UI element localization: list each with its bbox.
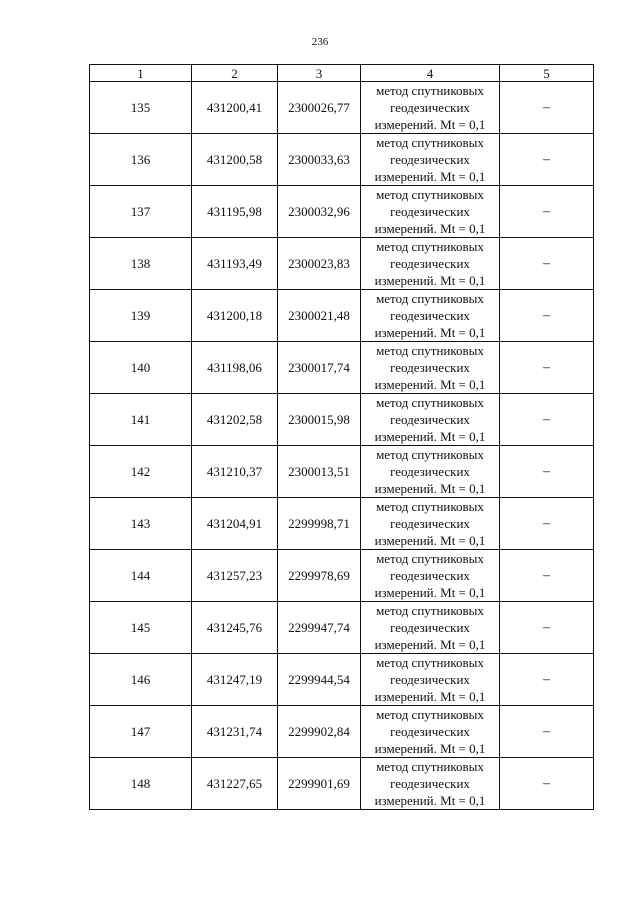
table-body	[90, 82, 594, 810]
method-line: геодезических	[390, 724, 470, 739]
note-cell: –	[500, 290, 594, 342]
method-line: метод спутниковых	[376, 291, 484, 306]
method-line: геодезических	[390, 256, 470, 271]
method-line: геодезических	[390, 464, 470, 479]
note-cell: –	[500, 602, 594, 654]
header-row	[90, 65, 594, 82]
header-col-3: 3	[278, 65, 361, 82]
method-line: метод спутниковых	[376, 551, 484, 566]
method-line: метод спутниковых	[376, 603, 484, 618]
method-line: измерений. Mt = 0,1	[374, 377, 486, 392]
note-cell: –	[500, 758, 594, 810]
x-coordinate-cell: 431227,65	[192, 758, 278, 810]
method-line: геодезических	[390, 568, 470, 583]
method-line: геодезических	[390, 412, 470, 427]
method-line: метод спутниковых	[376, 707, 484, 722]
y-coordinate-cell: 2299944,54	[278, 654, 361, 706]
note-cell: –	[500, 394, 594, 446]
y-coordinate-cell: 2300033,63	[278, 134, 361, 186]
y-coordinate-cell: 2299902,84	[278, 706, 361, 758]
y-coordinate-cell: 2299947,74	[278, 602, 361, 654]
point-number-cell: 139	[90, 290, 192, 342]
point-number-cell: 146	[90, 654, 192, 706]
y-coordinate-cell: 2299901,69	[278, 758, 361, 810]
table-row	[90, 758, 594, 810]
note-cell: –	[500, 550, 594, 602]
method-line: геодезических	[390, 308, 470, 323]
y-coordinate-cell: 2300032,96	[278, 186, 361, 238]
method-line: метод спутниковых	[376, 499, 484, 514]
note-cell: –	[500, 498, 594, 550]
x-coordinate-cell: 431245,76	[192, 602, 278, 654]
header-col-5: 5	[500, 65, 594, 82]
method-line: метод спутниковых	[376, 135, 484, 150]
y-coordinate-cell: 2300013,51	[278, 446, 361, 498]
method-cell	[361, 290, 500, 342]
point-number-cell: 135	[90, 82, 192, 134]
point-number-cell: 142	[90, 446, 192, 498]
method-line: измерений. Mt = 0,1	[374, 689, 486, 704]
y-coordinate-cell: 2300017,74	[278, 342, 361, 394]
table-row	[90, 290, 594, 342]
method-line: измерений. Mt = 0,1	[374, 169, 486, 184]
x-coordinate-cell: 431193,49	[192, 238, 278, 290]
method-line: метод спутниковых	[376, 447, 484, 462]
point-number-cell: 137	[90, 186, 192, 238]
table-row	[90, 654, 594, 706]
note-cell: –	[500, 82, 594, 134]
note-cell: –	[500, 706, 594, 758]
table-row	[90, 446, 594, 498]
method-cell	[361, 342, 500, 394]
x-coordinate-cell: 431200,18	[192, 290, 278, 342]
header-col-2: 2	[192, 65, 278, 82]
method-line: геодезических	[390, 360, 470, 375]
note-cell: –	[500, 186, 594, 238]
point-number-cell: 144	[90, 550, 192, 602]
method-cell	[361, 186, 500, 238]
method-cell	[361, 446, 500, 498]
note-cell: –	[500, 654, 594, 706]
method-line: геодезических	[390, 204, 470, 219]
point-number-cell: 140	[90, 342, 192, 394]
y-coordinate-cell: 2300026,77	[278, 82, 361, 134]
method-cell	[361, 706, 500, 758]
table-row	[90, 134, 594, 186]
x-coordinate-cell: 431202,58	[192, 394, 278, 446]
method-line: измерений. Mt = 0,1	[374, 325, 486, 340]
y-coordinate-cell: 2299998,71	[278, 498, 361, 550]
method-line: метод спутниковых	[376, 759, 484, 774]
y-coordinate-cell: 2300015,98	[278, 394, 361, 446]
method-line: измерений. Mt = 0,1	[374, 637, 486, 652]
method-line: метод спутниковых	[376, 187, 484, 202]
method-line: измерений. Mt = 0,1	[374, 585, 486, 600]
method-cell	[361, 758, 500, 810]
table-row	[90, 82, 594, 134]
method-cell	[361, 134, 500, 186]
x-coordinate-cell: 431257,23	[192, 550, 278, 602]
x-coordinate-cell: 431231,74	[192, 706, 278, 758]
method-line: измерений. Mt = 0,1	[374, 481, 486, 496]
note-cell: –	[500, 446, 594, 498]
method-line: геодезических	[390, 516, 470, 531]
x-coordinate-cell: 431210,37	[192, 446, 278, 498]
x-coordinate-cell: 431195,98	[192, 186, 278, 238]
point-number-cell: 145	[90, 602, 192, 654]
coordinates-table	[89, 64, 594, 810]
method-line: измерений. Mt = 0,1	[374, 741, 486, 756]
note-cell: –	[500, 342, 594, 394]
method-cell	[361, 498, 500, 550]
x-coordinate-cell: 431204,91	[192, 498, 278, 550]
method-line: измерений. Mt = 0,1	[374, 793, 486, 808]
method-line: метод спутниковых	[376, 239, 484, 254]
x-coordinate-cell: 431200,41	[192, 82, 278, 134]
y-coordinate-cell: 2300021,48	[278, 290, 361, 342]
method-line: измерений. Mt = 0,1	[374, 533, 486, 548]
method-line: измерений. Mt = 0,1	[374, 273, 486, 288]
table-row	[90, 238, 594, 290]
method-cell	[361, 654, 500, 706]
method-cell	[361, 82, 500, 134]
method-line: геодезических	[390, 152, 470, 167]
point-number-cell: 141	[90, 394, 192, 446]
table-row	[90, 498, 594, 550]
table-row	[90, 706, 594, 758]
method-line: геодезических	[390, 672, 470, 687]
method-line: метод спутниковых	[376, 343, 484, 358]
method-line: метод спутниковых	[376, 83, 484, 98]
page-number: 236	[311, 36, 329, 48]
method-line: измерений. Mt = 0,1	[374, 117, 486, 132]
header-col-1: 1	[90, 65, 192, 82]
table-row	[90, 394, 594, 446]
method-cell	[361, 602, 500, 654]
x-coordinate-cell: 431247,19	[192, 654, 278, 706]
y-coordinate-cell: 2299978,69	[278, 550, 361, 602]
point-number-cell: 136	[90, 134, 192, 186]
table-row	[90, 602, 594, 654]
header-col-4: 4	[361, 65, 500, 82]
x-coordinate-cell: 431198,06	[192, 342, 278, 394]
point-number-cell: 148	[90, 758, 192, 810]
method-line: измерений. Mt = 0,1	[374, 221, 486, 236]
method-cell	[361, 550, 500, 602]
table-row	[90, 342, 594, 394]
method-line: метод спутниковых	[376, 655, 484, 670]
table-row	[90, 550, 594, 602]
point-number-cell: 147	[90, 706, 192, 758]
method-line: метод спутниковых	[376, 395, 484, 410]
method-cell	[361, 394, 500, 446]
method-line: геодезических	[390, 620, 470, 635]
method-line: геодезических	[390, 100, 470, 115]
point-number-cell: 143	[90, 498, 192, 550]
table-row	[90, 186, 594, 238]
table-header	[90, 65, 594, 82]
x-coordinate-cell: 431200,58	[192, 134, 278, 186]
method-line: геодезических	[390, 776, 470, 791]
method-line: измерений. Mt = 0,1	[374, 429, 486, 444]
note-cell: –	[500, 238, 594, 290]
point-number-cell: 138	[90, 238, 192, 290]
note-cell: –	[500, 134, 594, 186]
y-coordinate-cell: 2300023,83	[278, 238, 361, 290]
method-cell	[361, 238, 500, 290]
